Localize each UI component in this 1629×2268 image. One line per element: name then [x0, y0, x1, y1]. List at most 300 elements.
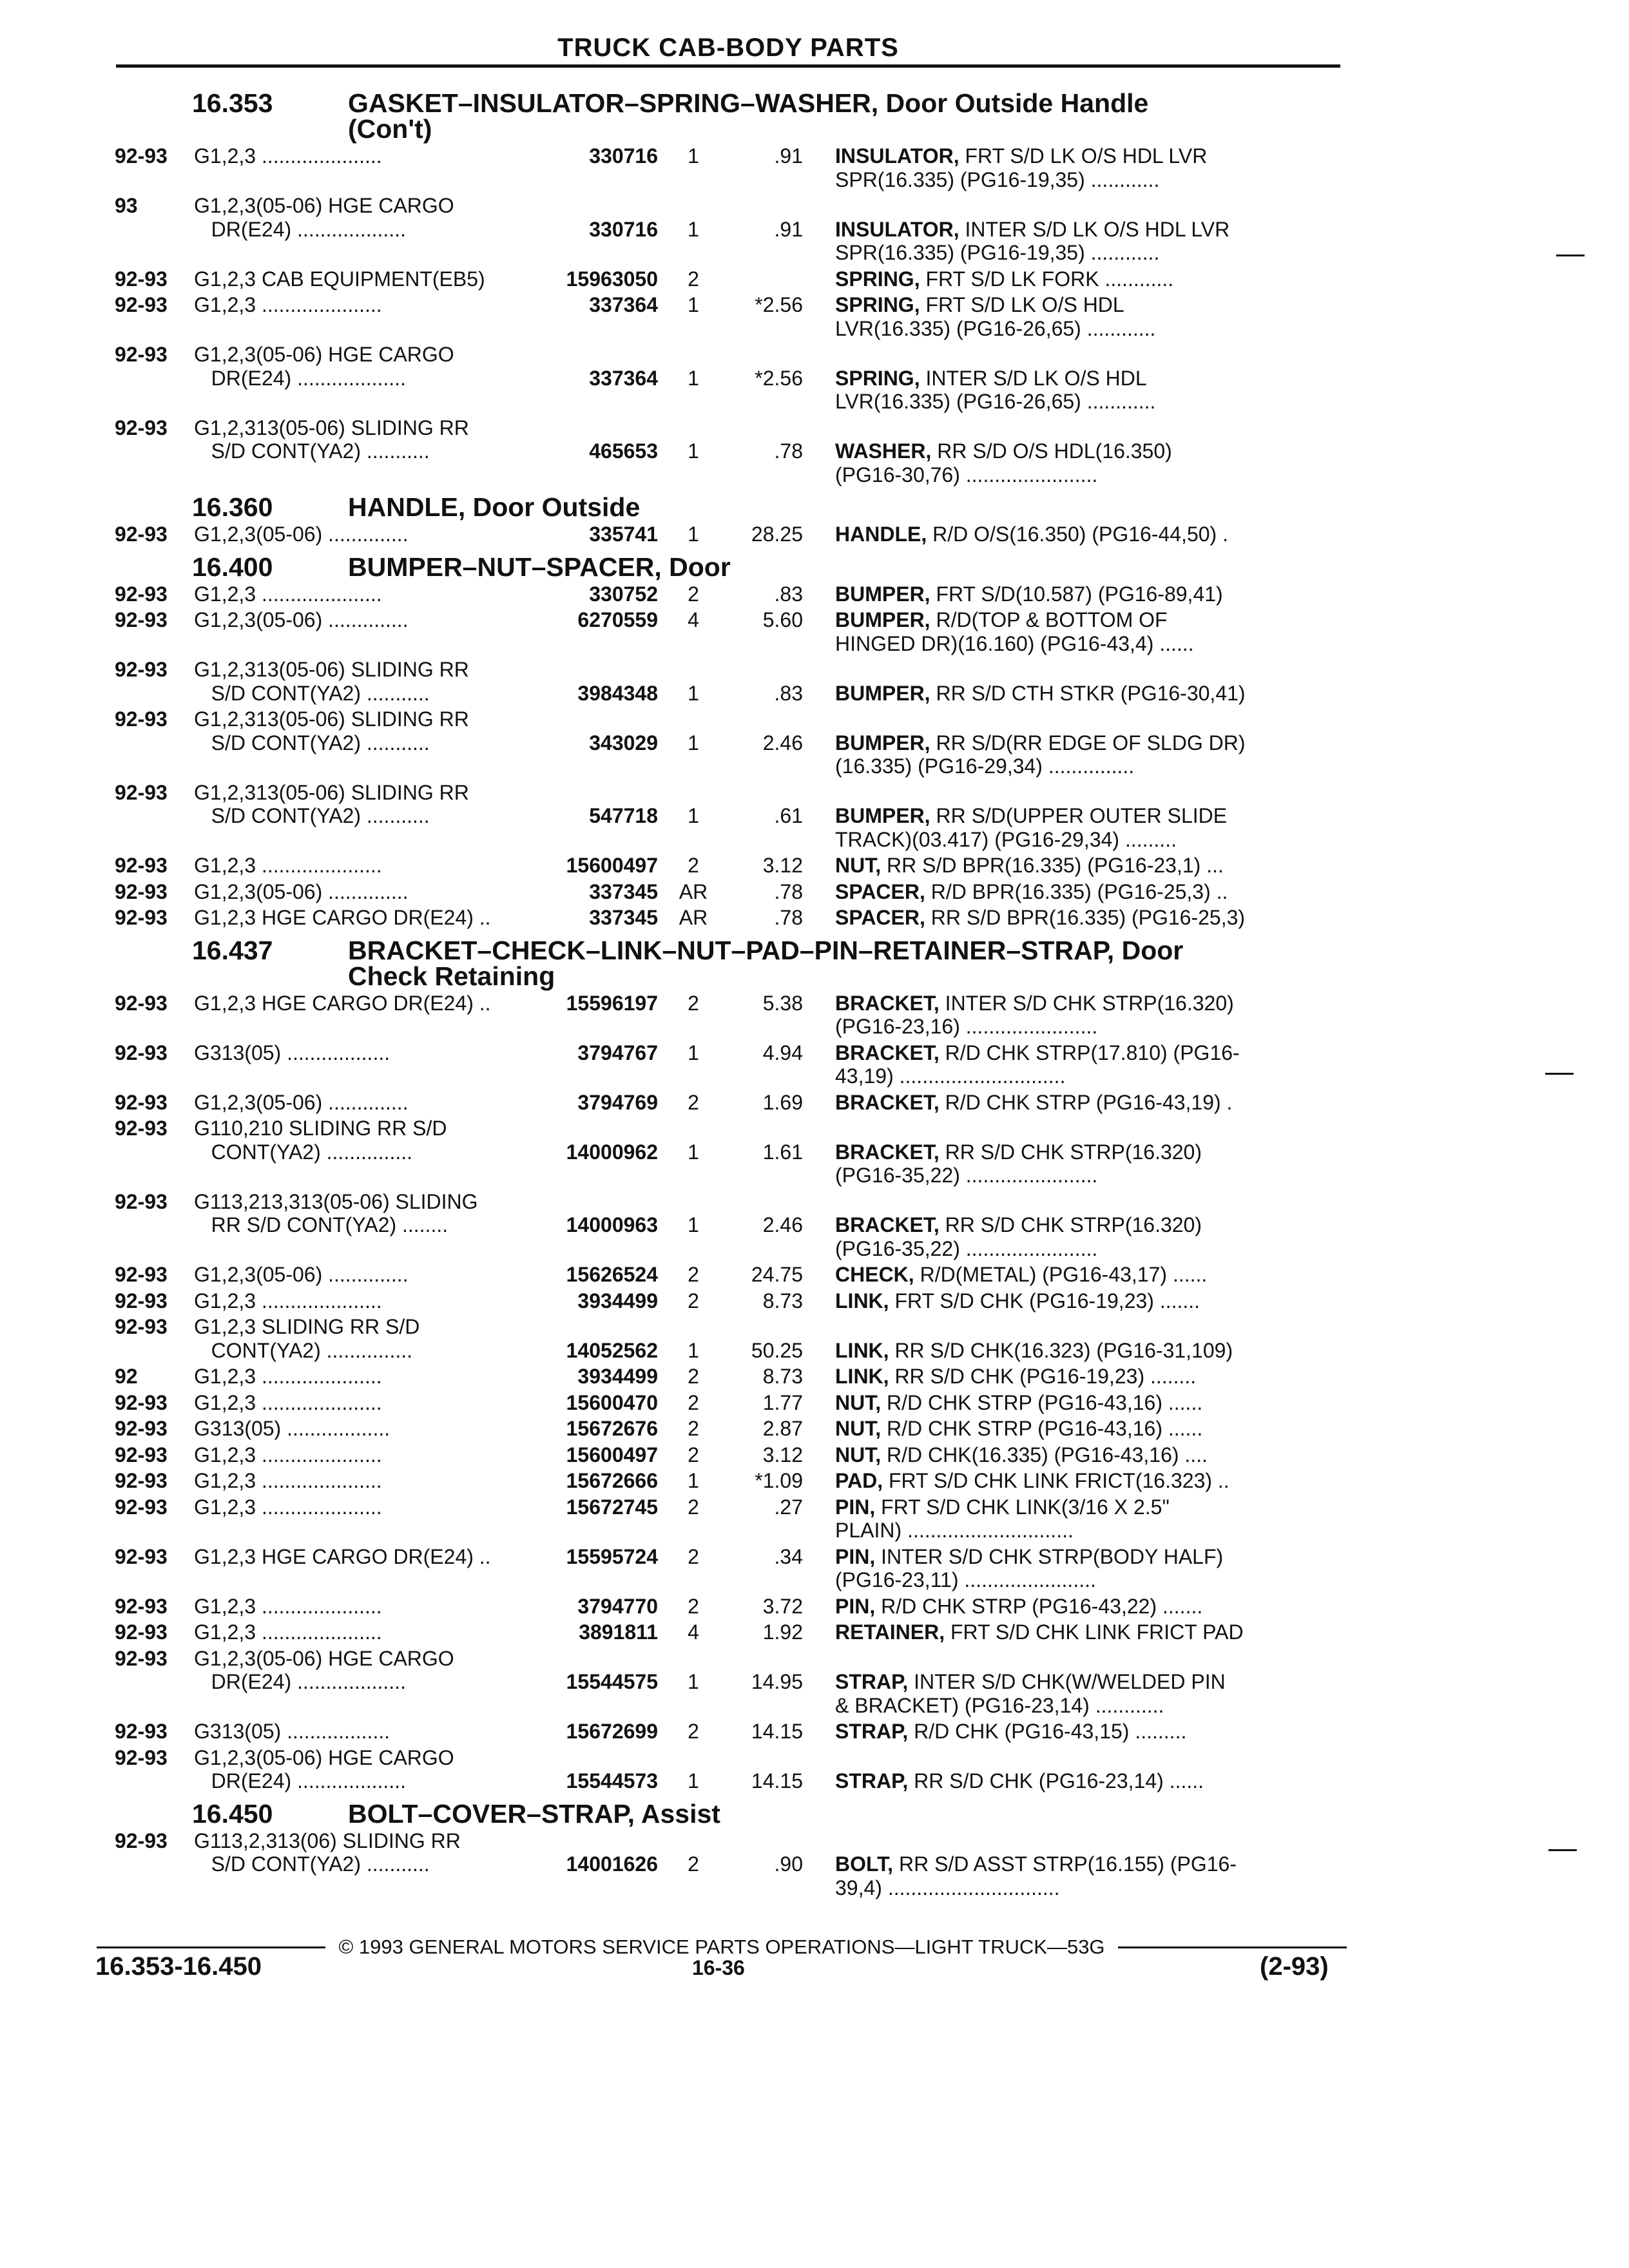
- part-name-text: INTER S/D LK O/S HDL LVR: [965, 217, 1230, 241]
- part-name-text: RR S/D CHK STRP(16.320): [945, 1213, 1202, 1236]
- part-row: [115, 343, 1345, 414]
- footer-section-range: 16.353-16.450: [95, 1952, 262, 1981]
- part-name: [803, 906, 1345, 930]
- part-name-text: R/D CHK STRP(17.810) (PG16-: [945, 1041, 1240, 1064]
- model-years: 92-93: [115, 1620, 168, 1644]
- application-line: CONT(YA2) ...............: [194, 1140, 412, 1164]
- application-line: S/D CONT(YA2) ...........: [194, 1852, 430, 1876]
- application-line: S/D CONT(YA2) ...........: [194, 804, 430, 827]
- part-number-value: 3934499: [577, 1365, 658, 1388]
- part-name-text: LVR(16.335) (PG16-26,65) ............: [835, 390, 1156, 413]
- quantity: [658, 1495, 729, 1542]
- quantity-value: 1: [688, 1140, 699, 1164]
- price: [729, 1720, 803, 1744]
- part-number-value: 15672699: [566, 1720, 658, 1743]
- part-name-keyword: SPRING,: [835, 366, 920, 390]
- part-name-text: (PG16-23,11) .......................: [835, 1568, 1096, 1591]
- part-name-line: [835, 317, 1345, 341]
- price-value: 14.95: [751, 1670, 803, 1693]
- part-name-keyword: HANDLE,: [835, 523, 927, 546]
- part-name-line: [835, 439, 1345, 463]
- price-value: .78: [774, 906, 803, 929]
- quantity: [658, 854, 729, 878]
- price: [729, 267, 803, 291]
- price-value: 1.69: [762, 1090, 803, 1114]
- part-name-line: [835, 880, 1345, 904]
- quantity: [658, 1595, 729, 1619]
- part-name-text: 43,19) .............................: [835, 1064, 1066, 1088]
- part-name-line: [835, 1015, 1345, 1039]
- part-number-value: 547718: [589, 804, 658, 827]
- part-row: [115, 707, 1345, 778]
- model-years: 92-93: [115, 293, 168, 316]
- model-years: 92-93: [115, 1594, 168, 1618]
- footer-copyright: © 1993 GENERAL MOTORS SERVICE PARTS OPERATIONS—LIGHT TRUCK—53G: [338, 1936, 1105, 1958]
- part-row: [115, 293, 1345, 340]
- part-name-text: LVR(16.335) (PG16-26,65) ............: [835, 316, 1156, 340]
- part-name: [803, 781, 1345, 852]
- part-name: [803, 1746, 1345, 1793]
- part-name-keyword: STRAP,: [835, 1769, 909, 1792]
- quantity: [658, 343, 729, 414]
- part-number-value: 6270559: [577, 608, 658, 631]
- part-name-keyword: LINK,: [835, 1289, 889, 1312]
- quantity-value: 2: [688, 854, 699, 877]
- part-name-line: [835, 992, 1345, 1015]
- quantity-value: 2: [688, 267, 699, 291]
- application-line: G313(05) ..................: [194, 1041, 390, 1064]
- part-number-value: 15600497: [566, 1443, 658, 1466]
- application-description: [194, 707, 658, 778]
- model-years: 92-93: [115, 1417, 168, 1440]
- price-value: .78: [774, 879, 803, 903]
- section-title: BUMPER–NUT–SPACER, Door: [348, 552, 731, 582]
- price: [729, 1263, 803, 1287]
- quantity: [658, 1117, 729, 1187]
- quantity: [658, 144, 729, 191]
- part-row: [115, 144, 1345, 191]
- quantity: [658, 267, 729, 291]
- application-line: G1,2,3(05-06) ..............: [194, 1090, 409, 1114]
- quantity: [658, 194, 729, 265]
- application-line: G1,2,3 .....................: [194, 1443, 382, 1466]
- model-years: 92-93: [115, 1829, 168, 1852]
- quantity-value: 1: [688, 731, 699, 754]
- part-name-text: R/D(METAL) (PG16-43,17) ......: [920, 1263, 1208, 1286]
- part-number-value: 14000962: [566, 1140, 658, 1164]
- part-name-line: [835, 1670, 1345, 1694]
- quantity: [658, 1315, 729, 1362]
- part-number-value: 15672745: [566, 1495, 658, 1519]
- quantity: [658, 1289, 729, 1313]
- part-number-value: 3934499: [577, 1289, 658, 1312]
- part-name-text: (PG16-35,22) .......................: [835, 1164, 1098, 1187]
- header-rule: [116, 64, 1340, 68]
- quantity-value: 1: [688, 1670, 699, 1693]
- part-name-text: INTER S/D LK O/S HDL: [925, 366, 1147, 390]
- price: [729, 1469, 803, 1493]
- price: [729, 1091, 803, 1115]
- part-row: [115, 1091, 1345, 1115]
- part-name: [803, 1117, 1345, 1187]
- model-years: 92-93: [115, 1117, 168, 1140]
- application-line: G1,2,3 .....................: [194, 1620, 382, 1644]
- section-number: 16.400: [192, 552, 273, 582]
- section-heading: [115, 554, 1345, 580]
- model-years: 92-93: [115, 267, 168, 291]
- quantity-value: 2: [688, 1289, 699, 1312]
- part-name-line: [835, 682, 1345, 706]
- price: [729, 523, 803, 546]
- part-name-keyword: NUT,: [835, 1417, 882, 1440]
- application-description: [194, 582, 658, 606]
- part-name: [803, 267, 1345, 291]
- model-years: 92-93: [115, 780, 168, 804]
- part-row: [115, 267, 1345, 291]
- part-number-value: 3891811: [579, 1620, 658, 1644]
- part-name: [803, 293, 1345, 340]
- part-name-keyword: PIN,: [835, 1495, 876, 1519]
- part-name-text: R/D CHK(16.335) (PG16-43,16) ....: [887, 1443, 1208, 1466]
- part-name-keyword: BRACKET,: [835, 991, 940, 1015]
- part-name-text: R/D BPR(16.335) (PG16-25,3) ..: [930, 879, 1228, 903]
- part-name-text: 39,4) ..............................: [835, 1876, 1060, 1899]
- part-name-line: [835, 804, 1345, 828]
- part-row: [115, 608, 1345, 655]
- part-name: [803, 1647, 1345, 1718]
- part-number-value: 3794769: [577, 1090, 658, 1114]
- quantity: [658, 1720, 729, 1744]
- part-name-line: [835, 1443, 1345, 1467]
- part-number-value: 3984348: [577, 681, 658, 705]
- part-name-keyword: SPACER,: [835, 879, 925, 903]
- part-name-line: [835, 523, 1345, 546]
- quantity: [658, 416, 729, 487]
- margin-mark: [1556, 255, 1585, 256]
- part-name-keyword: BRACKET,: [835, 1090, 940, 1114]
- margin-mark: [1548, 1849, 1577, 1851]
- price: [729, 658, 803, 705]
- part-row: [115, 992, 1345, 1039]
- part-number-value: 343029: [589, 731, 658, 754]
- application-description: [194, 523, 658, 546]
- part-number-value: 337345: [589, 879, 658, 903]
- quantity-value: 2: [688, 1365, 699, 1388]
- application-description: [194, 781, 658, 852]
- model-years: 92-93: [115, 1544, 168, 1568]
- part-name-line: [835, 1620, 1345, 1644]
- section-heading: [115, 90, 1345, 142]
- model-years: 92: [115, 1365, 138, 1388]
- part-name-text: SPR(16.335) (PG16-19,35) ............: [835, 168, 1160, 191]
- quantity-value: 2: [688, 1544, 699, 1568]
- footer-rule-right: [1118, 1946, 1347, 1948]
- model-years: 92-93: [115, 1646, 168, 1670]
- margin-mark: [1545, 1073, 1574, 1075]
- part-name-line: [835, 1289, 1345, 1313]
- application-line: G1,2,3 CAB EQUIPMENT(EB5): [194, 267, 485, 291]
- model-years: 92-93: [115, 658, 168, 681]
- part-name-keyword: NUT,: [835, 1443, 882, 1466]
- price-value: .91: [774, 144, 803, 168]
- model-years: 92-93: [115, 1443, 168, 1466]
- quantity-value: 2: [688, 1090, 699, 1114]
- part-name: [803, 1417, 1345, 1441]
- part-name-line: [835, 1164, 1345, 1187]
- quantity-value: 1: [688, 144, 699, 168]
- quantity: [658, 1365, 729, 1389]
- application-line: G313(05) ..................: [194, 1417, 390, 1440]
- quantity-value: AR: [679, 906, 708, 929]
- application-line: S/D CONT(YA2) ...........: [194, 439, 430, 463]
- part-number-value: 465653: [589, 439, 658, 463]
- part-name-text: (16.335) (PG16-29,34) ...............: [835, 754, 1135, 778]
- quantity-value: 1: [688, 217, 699, 241]
- price: [729, 1647, 803, 1718]
- part-name-keyword: BUMPER,: [835, 608, 930, 631]
- section-number: 16.437: [192, 935, 273, 965]
- quantity-value: 1: [688, 1769, 699, 1792]
- application-description: [194, 144, 658, 191]
- application-line: DR(E24) ...................: [194, 366, 406, 390]
- part-name-line: [835, 1417, 1345, 1441]
- part-name-text: FRT S/D LK O/S HDL LVR: [965, 144, 1208, 168]
- price: [729, 880, 803, 904]
- quantity: [658, 523, 729, 546]
- part-name-line: [835, 1140, 1345, 1164]
- part-name-line: [835, 632, 1345, 656]
- section-title: BRACKET–CHECK–LINK–NUT–PAD–PIN–RETAINER–STRAP, Door: [348, 935, 1184, 965]
- price: [729, 781, 803, 852]
- part-name-text: R/D CHK STRP (PG16-43,22) .......: [881, 1594, 1203, 1618]
- part-name-text: RR S/D(RR EDGE OF SLDG DR): [936, 731, 1246, 754]
- price-value: .83: [774, 582, 803, 606]
- part-name: [803, 1041, 1345, 1088]
- part-name-text: (PG16-30,76) .......................: [835, 463, 1098, 486]
- quantity: [658, 880, 729, 904]
- application-line: G1,2,3(05-06) ..............: [194, 879, 409, 903]
- price: [729, 343, 803, 414]
- part-row: [115, 1746, 1345, 1793]
- part-name: [803, 416, 1345, 487]
- section-title-block: [348, 90, 1345, 142]
- application-line: G1,2,3(05-06) HGE CARGO: [194, 194, 454, 217]
- quantity-value: 4: [688, 608, 699, 631]
- part-name-line: [835, 1595, 1345, 1619]
- price: [729, 1391, 803, 1415]
- price-value: 50.25: [751, 1338, 803, 1362]
- part-name-text: RR S/D ASST STRP(16.155) (PG16-: [898, 1852, 1237, 1876]
- application-line: G110,210 SLIDING RR S/D: [194, 1117, 447, 1140]
- price-value: 1.92: [762, 1620, 803, 1644]
- part-name-text: RR S/D(UPPER OUTER SLIDE: [936, 804, 1228, 827]
- part-name-keyword: PAD,: [835, 1469, 883, 1492]
- part-name: [803, 608, 1345, 655]
- part-name-text: R/D CHK (PG16-43,15) .........: [914, 1720, 1187, 1743]
- application-description: [194, 194, 658, 265]
- part-name-line: [835, 293, 1345, 317]
- part-row: [115, 1647, 1345, 1718]
- part-name-keyword: SPACER,: [835, 906, 925, 929]
- quantity: [658, 1545, 729, 1592]
- part-name-line: [835, 390, 1345, 414]
- part-name: [803, 707, 1345, 778]
- application-line: G1,2,3 .....................: [194, 1289, 382, 1312]
- part-name-line: [835, 1769, 1345, 1793]
- part-name: [803, 1391, 1345, 1415]
- part-name-line: [835, 906, 1345, 930]
- part-name-line: [835, 1568, 1345, 1592]
- part-name-text: R/D CHK STRP (PG16-43,19) .: [945, 1090, 1233, 1114]
- part-name: [803, 1545, 1345, 1592]
- price: [729, 582, 803, 606]
- part-name-text: TRACK)(03.417) (PG16-29,34) .........: [835, 827, 1177, 851]
- part-number-value: 15672676: [566, 1417, 658, 1440]
- part-row: [115, 1289, 1345, 1313]
- quantity: [658, 1469, 729, 1493]
- price-value: 3.12: [762, 854, 803, 877]
- price: [729, 1495, 803, 1542]
- price-value: *1.09: [755, 1469, 803, 1492]
- application-line: G313(05) ..................: [194, 1720, 390, 1743]
- quantity-value: 1: [688, 681, 699, 705]
- part-number-value: 15544575: [566, 1670, 658, 1693]
- part-number-value: 337364: [589, 293, 658, 316]
- price: [729, 293, 803, 340]
- application-line: G1,2,3(05-06) HGE CARGO: [194, 343, 454, 366]
- model-years: 92-93: [115, 1720, 168, 1743]
- price: [729, 1289, 803, 1313]
- application-line: G1,2,313(05-06) SLIDING RR: [194, 658, 469, 681]
- application-description: [194, 416, 658, 487]
- price: [729, 194, 803, 265]
- part-name-text: FRT S/D LK O/S HDL: [925, 293, 1124, 316]
- part-name: [803, 1365, 1345, 1389]
- price-value: 2.46: [762, 1213, 803, 1236]
- quantity-value: 1: [688, 1469, 699, 1492]
- part-name: [803, 1595, 1345, 1619]
- application-line: G1,2,3 HGE CARGO DR(E24) ..: [194, 1544, 491, 1568]
- quantity: [658, 293, 729, 340]
- quantity-value: 1: [688, 293, 699, 316]
- part-number-value: 15596197: [566, 991, 658, 1015]
- part-name-text: FRT S/D CHK LINK(3/16 X 2.5": [881, 1495, 1170, 1519]
- application-line: G1,2,3(05-06) ..............: [194, 523, 409, 546]
- part-number-value: 14052562: [566, 1338, 658, 1362]
- quantity: [658, 1746, 729, 1793]
- part-name-line: [835, 241, 1345, 265]
- price-value: .83: [774, 681, 803, 705]
- quantity-value: AR: [679, 879, 708, 903]
- part-name-keyword: INSULATOR,: [835, 144, 959, 168]
- part-name: [803, 1190, 1345, 1261]
- quantity-value: 2: [688, 1852, 699, 1876]
- price: [729, 1315, 803, 1362]
- price-value: 4.94: [762, 1041, 803, 1064]
- quantity: [658, 1647, 729, 1718]
- part-name-text: (PG16-23,16) .......................: [835, 1015, 1098, 1038]
- price-value: 3.72: [762, 1594, 803, 1618]
- part-row: [115, 1829, 1345, 1900]
- price-value: 8.73: [762, 1365, 803, 1388]
- model-years: 92-93: [115, 608, 168, 631]
- quantity: [658, 1190, 729, 1261]
- part-row: [115, 1469, 1345, 1493]
- part-name-line: [835, 267, 1345, 291]
- price: [729, 1041, 803, 1088]
- part-name-keyword: PIN,: [835, 1594, 876, 1618]
- price-value: .61: [774, 804, 803, 827]
- part-name: [803, 582, 1345, 606]
- price: [729, 1829, 803, 1900]
- part-name-keyword: LINK,: [835, 1338, 889, 1362]
- footer-page-number: 16-36: [692, 1956, 745, 1979]
- application-line: RR S/D CONT(YA2) ........: [194, 1213, 448, 1236]
- model-years: 92-93: [115, 523, 168, 546]
- model-years: 92-93: [115, 1495, 168, 1519]
- part-name: [803, 194, 1345, 265]
- part-name-line: [835, 463, 1345, 487]
- price: [729, 906, 803, 930]
- part-name-text: FRT S/D CHK LINK FRICT PAD: [950, 1620, 1244, 1644]
- price-value: 5.38: [762, 991, 803, 1015]
- application-line: G1,2,3 .....................: [194, 1594, 382, 1618]
- part-name-text: RR S/D CHK (PG16-19,23) ........: [894, 1365, 1197, 1388]
- part-row: [115, 1443, 1345, 1467]
- price-value: 3.12: [762, 1443, 803, 1466]
- part-name-keyword: BRACKET,: [835, 1041, 940, 1064]
- part-name-line: [835, 828, 1345, 852]
- part-row: [115, 1391, 1345, 1415]
- part-name-keyword: SPRING,: [835, 293, 920, 316]
- page-header-title: TRUCK CAB-BODY PARTS: [557, 34, 899, 62]
- part-row: [115, 1365, 1345, 1389]
- part-name: [803, 854, 1345, 878]
- part-name: [803, 1443, 1345, 1467]
- footer-rule-left: [97, 1946, 325, 1948]
- part-name: [803, 1091, 1345, 1115]
- part-name: [803, 144, 1345, 191]
- footer-revision: (2-93): [1260, 1952, 1329, 1981]
- part-name: [803, 658, 1345, 705]
- quantity: [658, 608, 729, 655]
- quantity-value: 1: [688, 1041, 699, 1064]
- part-row: [115, 658, 1345, 705]
- model-years: 92-93: [115, 1090, 168, 1114]
- part-name-line: [835, 1339, 1345, 1363]
- part-name-keyword: CHECK,: [835, 1263, 914, 1286]
- part-name-line: [835, 1391, 1345, 1415]
- part-name: [803, 1829, 1345, 1900]
- part-name-text: FRT S/D(10.587) (PG16-89,41): [936, 582, 1223, 606]
- price-value: 24.75: [751, 1263, 803, 1286]
- price-value: .90: [774, 1852, 803, 1876]
- part-row: [115, 416, 1345, 487]
- part-number-value: 337345: [589, 906, 658, 929]
- part-name: [803, 1315, 1345, 1362]
- quantity: [658, 582, 729, 606]
- model-years: 92-93: [115, 1745, 168, 1769]
- part-row: [115, 1315, 1345, 1362]
- application-line: G1,2,313(05-06) SLIDING RR: [194, 780, 469, 804]
- part-name-line: [835, 1469, 1345, 1493]
- section-heading: [115, 937, 1345, 989]
- quantity: [658, 1041, 729, 1088]
- part-name: [803, 1263, 1345, 1287]
- part-name-text: RR S/D CHK STRP(16.320): [945, 1140, 1202, 1164]
- price-value: 2.46: [762, 731, 803, 754]
- part-row: [115, 1595, 1345, 1619]
